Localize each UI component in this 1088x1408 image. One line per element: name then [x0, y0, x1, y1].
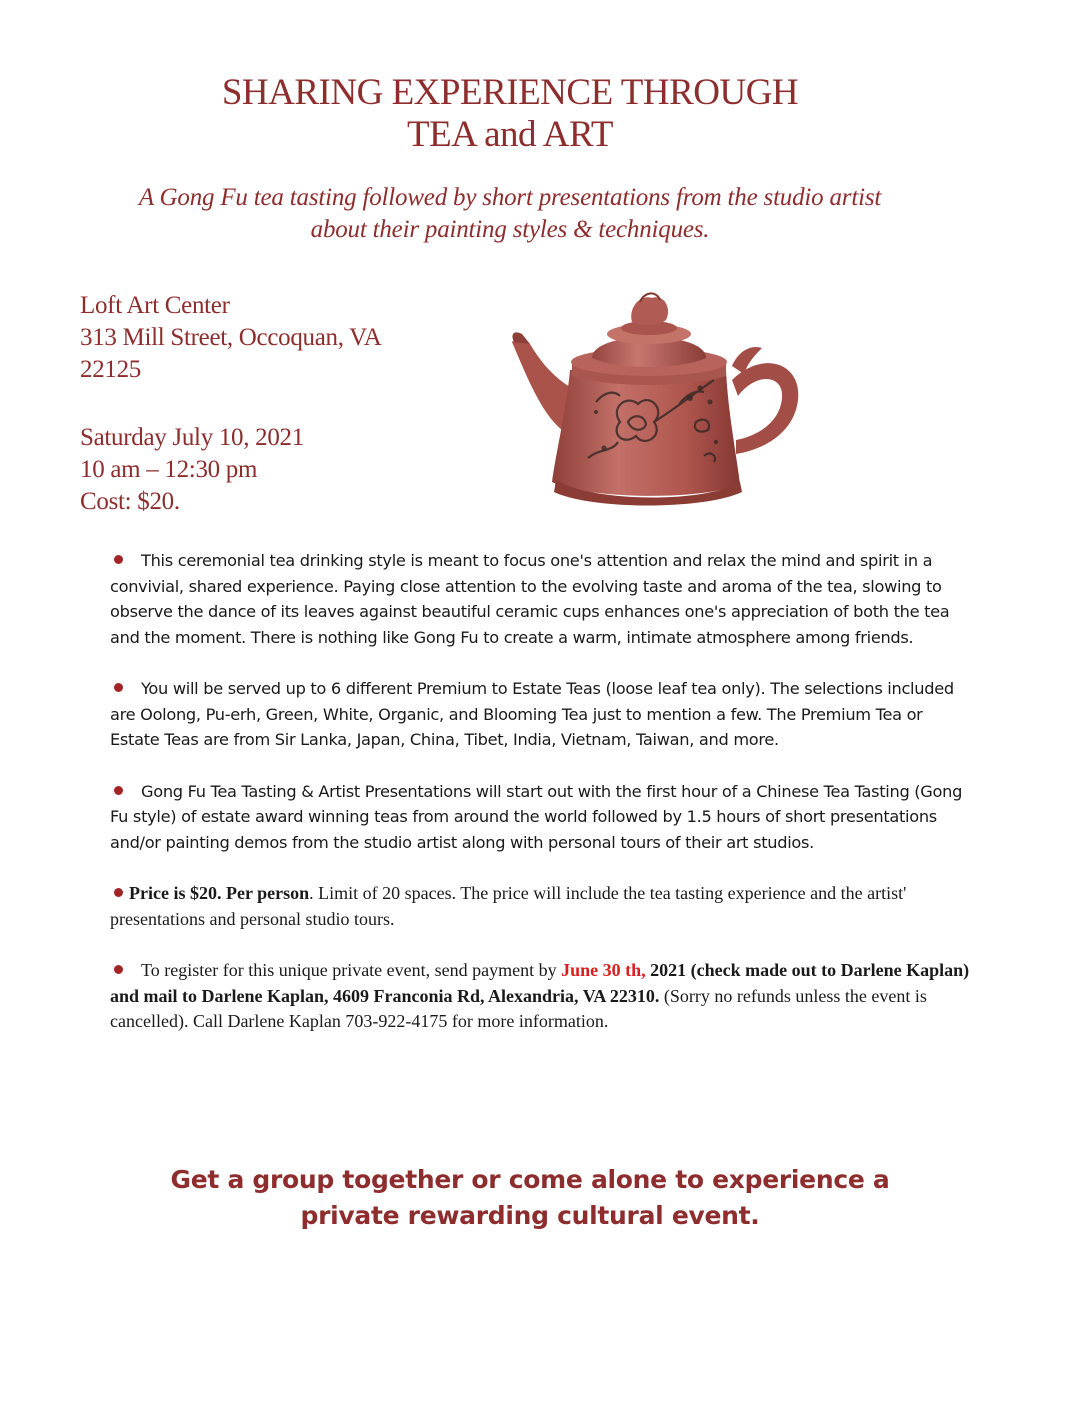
- bullet-dot-icon: [114, 683, 123, 692]
- closing-message: [80, 1162, 980, 1234]
- mailing-instructions: 2021 (check made out to Darlene Kaplan) and mail to Darlene Kaplan, 4609 Franconia Rd, Alexandria, VA 22310.: [110, 960, 970, 1006]
- event-cost: Cost: $20.: [80, 488, 180, 515]
- event-date: Saturday July 10, 2021: [80, 424, 304, 451]
- teapot-image: [500, 272, 820, 522]
- refund-contact-text: (Sorry no refunds unless the event is cancelled). Call Darlene Kaplan 703-922-4175 for more information.: [110, 985, 927, 1031]
- venue-zip: 22125: [80, 356, 142, 383]
- bullet-text-tea-style: This ceremonial tea drinking style is meant to focus one's attention and relax the mind and spirit in a convivial, shared experience. Paying close attention to the evolving taste and aroma of the tea, slowing to observe the dance of its leaves against beautiful ceramic cups enhances one's appreciation of both the tea and the moment. There is nothing like Gong Fu to create a warm, intimate atmosphere among friends.: [110, 551, 950, 647]
- bullet-dot-icon: [114, 555, 123, 564]
- closing-line-1: Get a group together or come alone to experience a: [170, 1165, 890, 1194]
- bullet-text-program: Gong Fu Tea Tasting & Artist Presentations will start out with the first hour of a Chinese Tea Tasting (Gong Fu style) of estate award winning teas from around the world followed by 1.5 hours of short presentations and/or painting demos from the studio artist along with personal tours of their art studios.: [110, 781, 963, 852]
- subtitle-line-1: A Gong Fu tea tasting followed by short presentations from the studio artist: [138, 184, 882, 211]
- venue-name: Loft Art Center: [80, 292, 230, 319]
- venue-street: 313 Mill Street, Occoquan, VA: [80, 324, 382, 351]
- closing-line-2: private rewarding cultural event.: [300, 1201, 760, 1230]
- bullet-dot-icon: [114, 965, 123, 974]
- title-line-2: TEA and ART: [406, 114, 614, 155]
- subtitle-line-2: about their painting styles & techniques.: [310, 216, 710, 243]
- deadline-date: June 30 th,: [561, 960, 646, 980]
- list-item: [110, 548, 970, 650]
- bullet-text-register: To register for this unique private event, send payment by: [141, 960, 562, 980]
- bullet-dot-icon: [114, 888, 123, 897]
- price-highlight: Price is $20. Per person: [129, 883, 310, 903]
- bullet-text-teas-served: You will be served up to 6 different Premium to Estate Teas (loose leaf tea only). The selections included are Oolong, Pu-erh, Green, White, Organic, and Blooming Tea just to mention a few. The Premium Tea or Estate Teas are from Sir Lanka, Japan, China, Tibet, India, Vietnam, Taiwan, and more.: [110, 679, 954, 749]
- list-item: [110, 676, 970, 753]
- event-time: 10 am – 12:30 pm: [80, 456, 258, 483]
- event-address: [80, 290, 381, 386]
- list-item: [110, 881, 970, 932]
- bullet-dot-icon: [114, 786, 123, 795]
- event-schedule: [80, 422, 304, 518]
- list-item: [110, 779, 970, 856]
- title-line-1: SHARING EXPERIENCE THROUGH: [221, 72, 799, 113]
- page-subtitle: [60, 182, 960, 246]
- list-item: [110, 958, 970, 1035]
- page-title: [0, 72, 1020, 156]
- bullet-text-price: . Limit of 20 spaces. The price will include the tea tasting experience and the artist' presentations and personal studio tours.: [110, 883, 907, 929]
- details-list: [110, 548, 970, 1061]
